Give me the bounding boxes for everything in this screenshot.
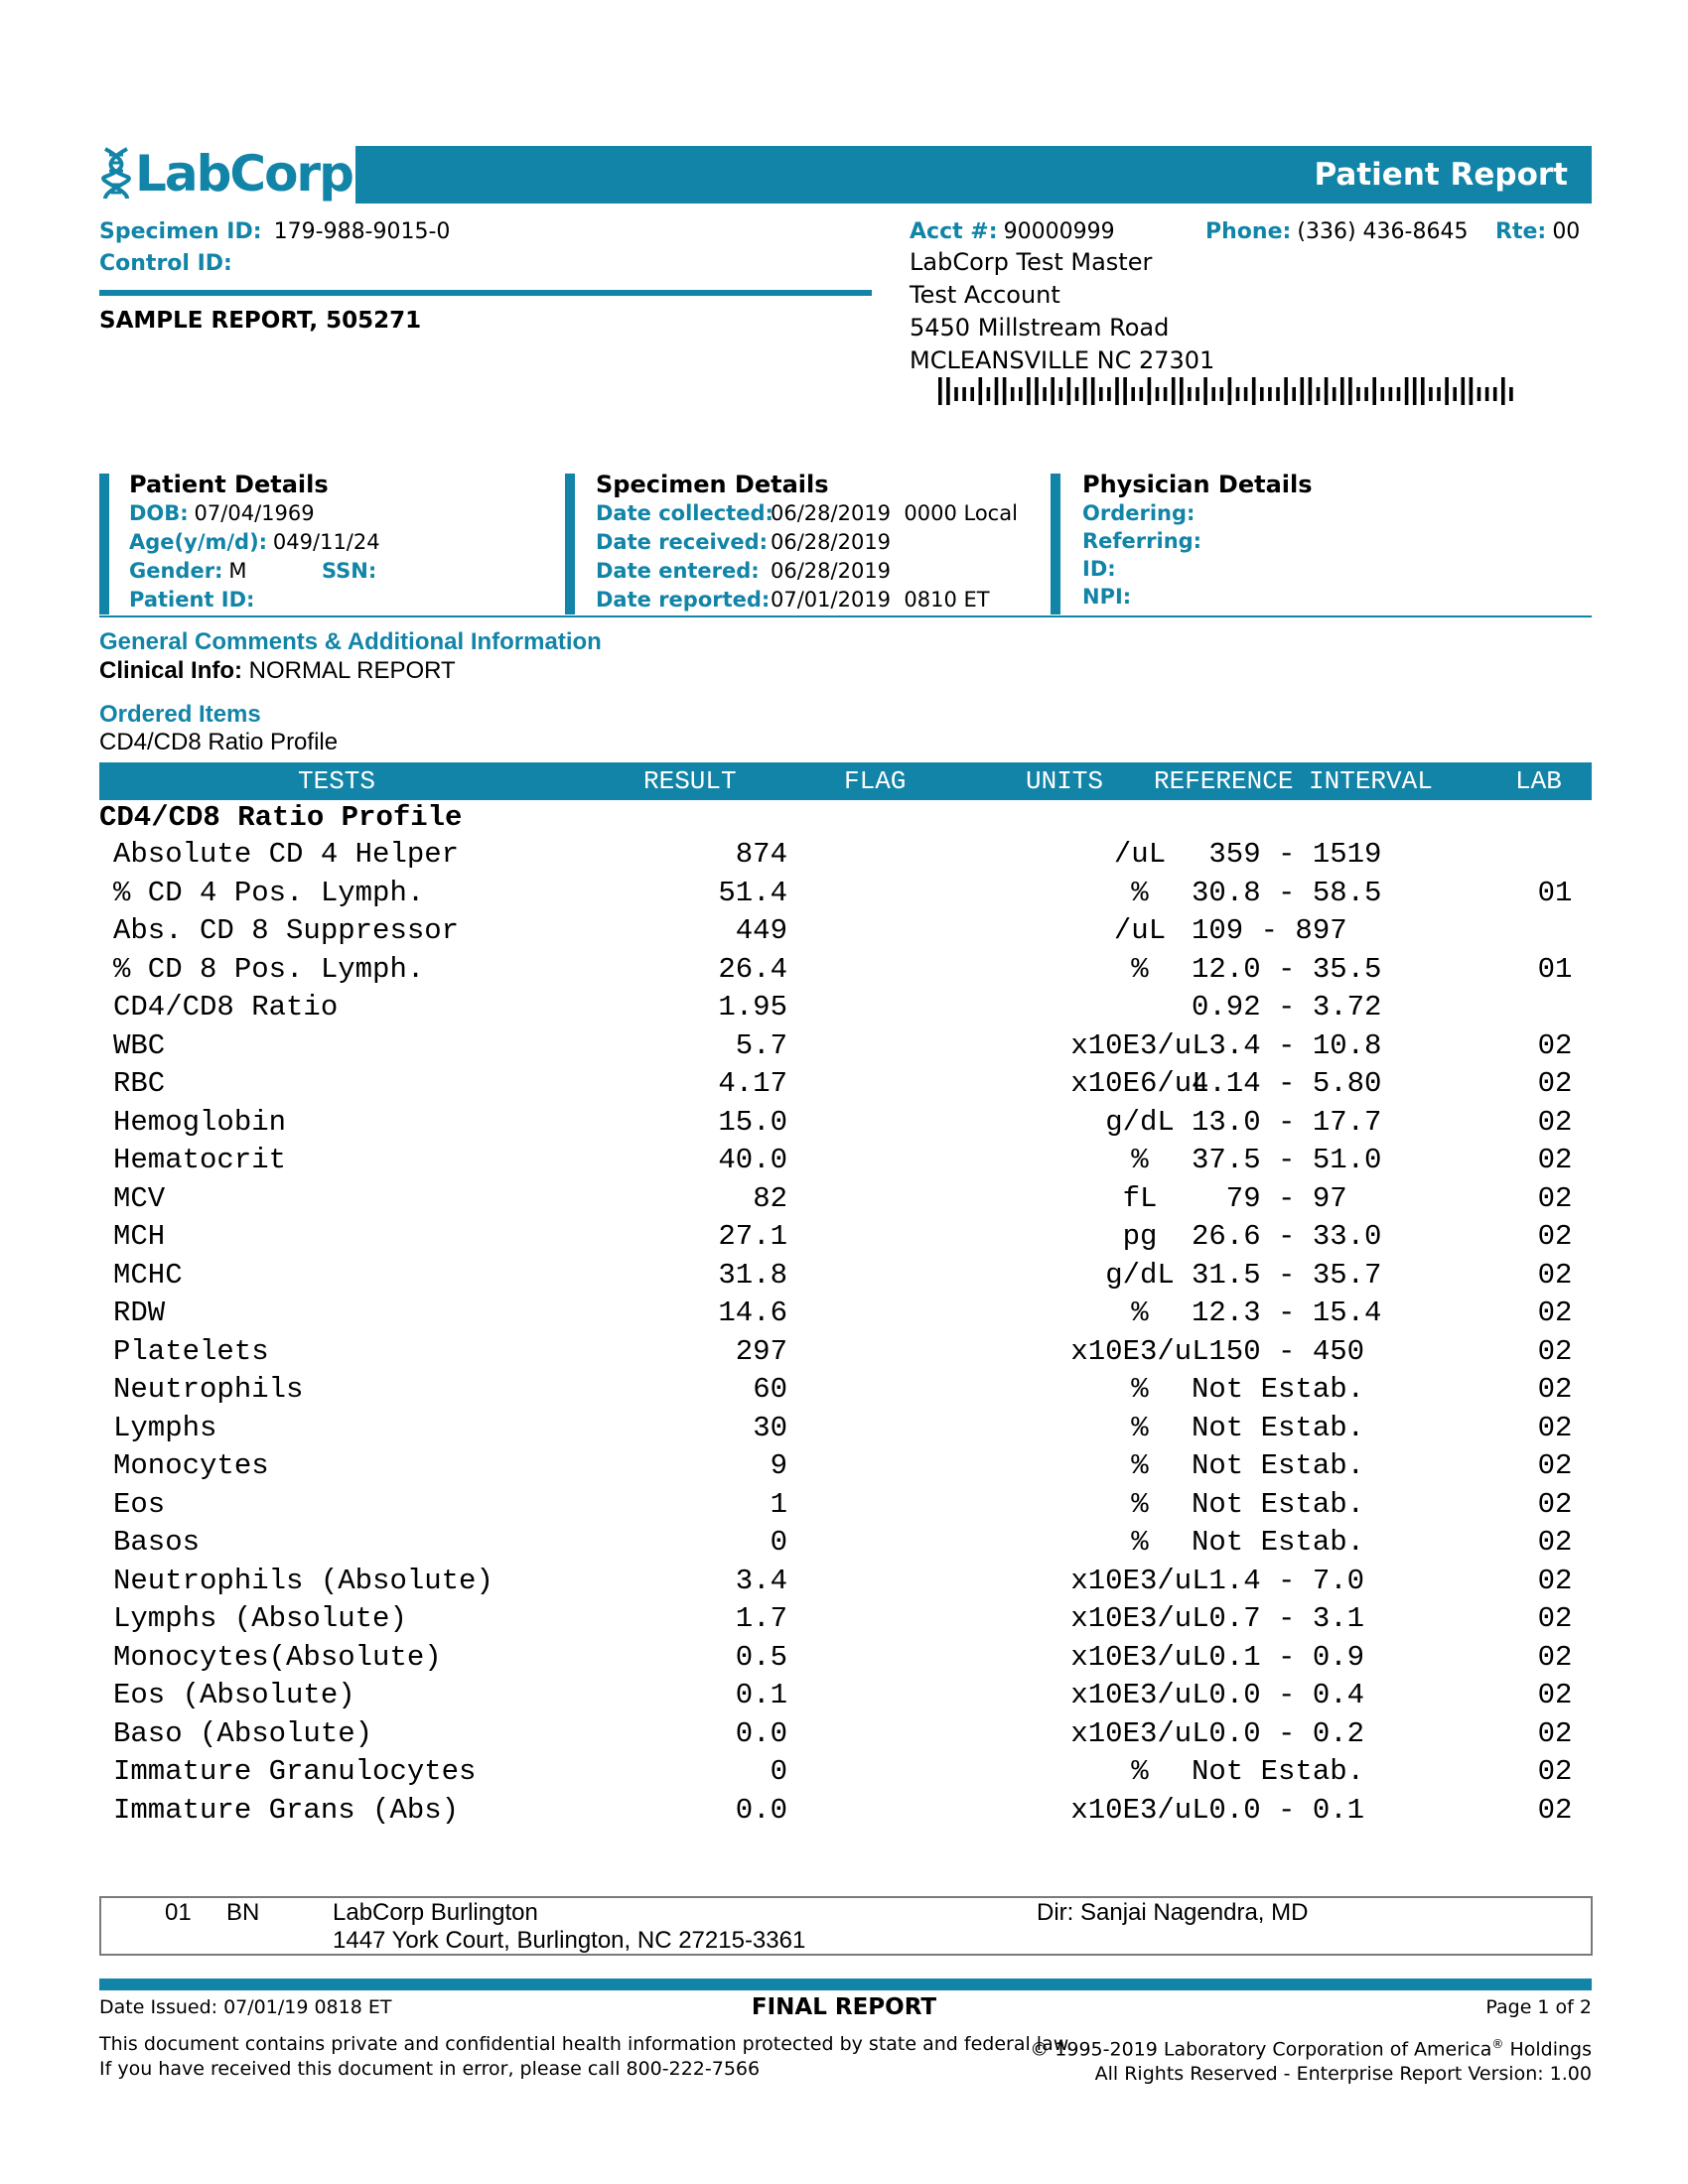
test-name: Immature Granulocytes bbox=[113, 1755, 477, 1788]
acct-value: 90000999 bbox=[1003, 219, 1115, 244]
test-result: 26.4 bbox=[718, 952, 787, 986]
test-reference: 13.0 - 17.7 bbox=[1192, 1105, 1382, 1139]
test-reference: 0.92 - 3.72 bbox=[1192, 991, 1382, 1024]
lab-director: Dir: Sanjai Nagendra, MD bbox=[1037, 1899, 1309, 1926]
address-line: LabCorp Test Master bbox=[910, 248, 1153, 276]
test-lab: 02 bbox=[1537, 1067, 1573, 1100]
test-lab: 02 bbox=[1537, 1640, 1573, 1674]
test-lab: 01 bbox=[1537, 876, 1573, 909]
physician-details-bar bbox=[1051, 474, 1060, 614]
test-units: x10E3/uL bbox=[1070, 1602, 1209, 1635]
test-result: 30 bbox=[753, 1411, 787, 1444]
details-rule bbox=[99, 615, 1592, 617]
test-name: Eos (Absolute) bbox=[113, 1679, 355, 1711]
test-result: 1 bbox=[770, 1487, 787, 1521]
test-lab: 02 bbox=[1537, 1297, 1573, 1329]
rte-value: 00 bbox=[1552, 219, 1581, 244]
lab-code: 01 bbox=[165, 1899, 192, 1926]
group-title: CD4/CD8 Ratio Profile bbox=[99, 801, 463, 834]
patient-details-title: Patient Details bbox=[129, 471, 329, 498]
test-reference: 359 - 1519 bbox=[1192, 838, 1382, 871]
table-row bbox=[99, 1715, 1592, 1754]
phone-value: (336) 436-8645 bbox=[1297, 219, 1469, 244]
test-name: Basos bbox=[113, 1526, 201, 1559]
test-lab: 02 bbox=[1537, 1411, 1573, 1444]
col-lab: LAB bbox=[1515, 766, 1562, 796]
test-reference: 31.5 - 35.7 bbox=[1192, 1258, 1382, 1292]
npi-label: NPI: bbox=[1082, 585, 1132, 609]
test-lab: 02 bbox=[1537, 1602, 1573, 1635]
footer-bar bbox=[99, 1979, 1592, 1990]
rights-line: All Rights Reserved - Enterprise Report Version: 1.00 bbox=[1094, 2063, 1592, 2086]
test-name: Neutrophils bbox=[113, 1373, 304, 1406]
lab-name: LabCorp Burlington bbox=[333, 1899, 538, 1926]
date-entered-label: Date entered: bbox=[596, 559, 760, 583]
table-row bbox=[99, 1563, 1592, 1601]
test-name: Monocytes(Absolute) bbox=[113, 1640, 442, 1674]
header-rule bbox=[99, 290, 872, 296]
col-reference: REFERENCE INTERVAL bbox=[1154, 766, 1433, 796]
address-line: Test Account bbox=[910, 281, 1060, 309]
test-result: 0 bbox=[770, 1755, 787, 1788]
table-row bbox=[99, 1447, 1592, 1486]
lab-abbr: BN bbox=[226, 1899, 260, 1926]
col-flag: FLAG bbox=[844, 766, 907, 796]
test-reference: 1.4 - 7.0 bbox=[1192, 1564, 1365, 1597]
test-lab: 02 bbox=[1537, 1105, 1573, 1139]
comments-title: General Comments & Additional Information bbox=[99, 628, 602, 655]
test-lab: 02 bbox=[1537, 1181, 1573, 1215]
test-name: MCHC bbox=[113, 1258, 183, 1292]
table-row bbox=[99, 1295, 1592, 1333]
test-name: Immature Grans (Abs) bbox=[113, 1793, 460, 1827]
test-name: Hemoglobin bbox=[113, 1105, 287, 1139]
test-reference: 0.0 - 0.2 bbox=[1192, 1716, 1365, 1750]
col-tests: TESTS bbox=[298, 766, 376, 796]
control-id-line bbox=[99, 246, 232, 280]
test-units: x10E3/uL bbox=[1070, 1334, 1209, 1368]
test-lab: 02 bbox=[1537, 1793, 1573, 1827]
patient-details bbox=[129, 470, 380, 614]
test-lab: 01 bbox=[1537, 952, 1573, 986]
dob-label: DOB: bbox=[129, 501, 189, 525]
ssn-label: SSN: bbox=[322, 559, 377, 583]
table-row bbox=[99, 836, 1592, 875]
test-result: 1.7 bbox=[735, 1602, 787, 1635]
registered-mark: ® bbox=[1491, 2037, 1504, 2051]
account-address bbox=[910, 246, 1214, 377]
test-units: x10E3/uL bbox=[1070, 1028, 1209, 1062]
test-name: RDW bbox=[113, 1297, 166, 1329]
test-units: % bbox=[1131, 876, 1149, 909]
patient-id-label: Patient ID: bbox=[129, 588, 255, 612]
test-units: % bbox=[1131, 1297, 1149, 1329]
test-name: Baso (Absolute) bbox=[113, 1716, 373, 1750]
copyright-prefix: © 1995-2019 Laboratory Corporation of America bbox=[1030, 2038, 1492, 2061]
test-units: /uL bbox=[1113, 838, 1167, 871]
test-reference: Not Estab. bbox=[1192, 1373, 1365, 1406]
test-lab: 02 bbox=[1537, 1334, 1573, 1368]
test-name: Eos bbox=[113, 1487, 166, 1521]
test-name: Platelets bbox=[113, 1334, 269, 1368]
test-lab: 02 bbox=[1537, 1144, 1573, 1176]
test-lab: 02 bbox=[1537, 1716, 1573, 1750]
table-row bbox=[99, 1218, 1592, 1257]
table-row bbox=[99, 1371, 1592, 1410]
test-reference: 26.6 - 33.0 bbox=[1192, 1220, 1382, 1253]
date-received-value: 06/28/2019 bbox=[771, 530, 892, 554]
date-entered-value: 06/28/2019 bbox=[771, 559, 892, 583]
test-units: % bbox=[1131, 1487, 1149, 1521]
test-reference: 109 - 897 bbox=[1192, 914, 1347, 947]
test-name: Lymphs bbox=[113, 1411, 217, 1444]
address-line: MCLEANSVILLE NC 27301 bbox=[910, 346, 1215, 374]
table-row bbox=[99, 1486, 1592, 1525]
test-name: Absolute CD 4 Helper bbox=[113, 838, 460, 871]
test-lab: 02 bbox=[1537, 1449, 1573, 1482]
test-result: 0.0 bbox=[735, 1716, 787, 1750]
ordered-items-title: Ordered Items bbox=[99, 701, 261, 728]
test-reference: Not Estab. bbox=[1192, 1487, 1365, 1521]
specimen-details bbox=[596, 470, 1033, 614]
test-reference: 150 - 450 bbox=[1192, 1334, 1365, 1368]
test-result: 1.95 bbox=[718, 991, 787, 1024]
physician-id-label: ID: bbox=[1082, 557, 1116, 581]
test-units: x10E3/uL bbox=[1070, 1793, 1209, 1827]
table-row bbox=[99, 1142, 1592, 1180]
table-row bbox=[99, 1753, 1592, 1792]
test-result: 60 bbox=[753, 1373, 787, 1406]
col-units: UNITS bbox=[1026, 766, 1104, 796]
specimen-details-bar bbox=[565, 474, 575, 614]
address-line: 5450 Millstream Road bbox=[910, 314, 1170, 341]
test-name: WBC bbox=[113, 1028, 166, 1062]
header-bar bbox=[355, 146, 1592, 204]
logo-wordmark: LabCorp bbox=[135, 145, 352, 203]
test-result: 5.7 bbox=[735, 1028, 787, 1062]
test-lab: 02 bbox=[1537, 1220, 1573, 1253]
test-lab: 02 bbox=[1537, 1564, 1573, 1597]
table-row bbox=[99, 1065, 1592, 1104]
phone-label: Phone: bbox=[1205, 219, 1292, 244]
table-row bbox=[99, 1333, 1592, 1372]
col-result: RESULT bbox=[643, 766, 737, 796]
performing-lab-box bbox=[99, 1896, 1593, 1956]
table-row bbox=[99, 1639, 1592, 1678]
gender-value: M bbox=[228, 559, 247, 583]
clinical-info-value: NORMAL REPORT bbox=[248, 657, 456, 684]
test-units: % bbox=[1131, 1526, 1149, 1559]
results-table-header bbox=[99, 762, 1592, 800]
test-lab: 02 bbox=[1537, 1755, 1573, 1788]
table-row bbox=[99, 912, 1592, 951]
date-reported-value: 07/01/2019 0810 ET bbox=[771, 588, 990, 612]
test-reference: 4.14 - 5.80 bbox=[1192, 1067, 1382, 1100]
ordering-label: Ordering: bbox=[1082, 501, 1196, 525]
phone-line bbox=[1205, 214, 1468, 248]
test-result: 40.0 bbox=[718, 1144, 787, 1176]
age-value: 049/11/24 bbox=[272, 530, 380, 554]
test-result: 0.0 bbox=[735, 1793, 787, 1827]
privacy-notice bbox=[99, 2032, 1073, 2082]
table-row bbox=[99, 989, 1592, 1027]
control-id-label: Control ID: bbox=[99, 251, 232, 276]
test-units: /uL bbox=[1113, 914, 1167, 947]
test-result: 9 bbox=[770, 1449, 787, 1482]
table-row bbox=[99, 875, 1592, 913]
test-result: 0.1 bbox=[735, 1679, 787, 1711]
test-units: % bbox=[1131, 1449, 1149, 1482]
test-units: % bbox=[1131, 1373, 1149, 1406]
table-row bbox=[99, 1180, 1592, 1219]
test-units: % bbox=[1131, 1755, 1149, 1788]
physician-details-title: Physician Details bbox=[1082, 471, 1313, 498]
test-reference: Not Estab. bbox=[1192, 1449, 1365, 1482]
test-units: % bbox=[1131, 1144, 1149, 1176]
test-reference: 30.8 - 58.5 bbox=[1192, 876, 1382, 909]
date-collected-value: 06/28/2019 0000 Local bbox=[771, 501, 1018, 525]
table-row bbox=[99, 1027, 1592, 1066]
copyright-notice bbox=[1030, 2032, 1592, 2087]
table-row bbox=[99, 1410, 1592, 1448]
table-row bbox=[99, 1792, 1592, 1831]
test-reference: 3.4 - 10.8 bbox=[1192, 1028, 1382, 1062]
test-reference: Not Estab. bbox=[1192, 1411, 1365, 1444]
test-result: 27.1 bbox=[718, 1220, 787, 1253]
test-units: g/dL bbox=[1105, 1258, 1175, 1292]
ordered-items-value: CD4/CD8 Ratio Profile bbox=[99, 729, 339, 755]
acct-label: Acct #: bbox=[910, 219, 998, 244]
test-reference: 79 - 97 bbox=[1192, 1181, 1347, 1215]
test-result: 14.6 bbox=[718, 1297, 787, 1329]
test-reference: 0.1 - 0.9 bbox=[1192, 1640, 1365, 1674]
test-reference: 0.0 - 0.4 bbox=[1192, 1679, 1365, 1711]
test-name: % CD 4 Pos. Lymph. bbox=[113, 876, 425, 909]
labcorp-logo bbox=[99, 141, 352, 206]
specimen-id-value: 179-988-9015-0 bbox=[273, 219, 451, 244]
table-row bbox=[99, 1257, 1592, 1296]
test-result: 31.8 bbox=[718, 1258, 787, 1292]
test-name: Abs. CD 8 Suppressor bbox=[113, 914, 460, 947]
patient-details-bar bbox=[99, 474, 109, 614]
test-result: 82 bbox=[753, 1181, 787, 1215]
test-lab: 02 bbox=[1537, 1487, 1573, 1521]
test-result: 0 bbox=[770, 1526, 787, 1559]
patient-name: SAMPLE REPORT, 505271 bbox=[99, 308, 422, 334]
privacy-line: If you have received this document in error, please call 800-222-7566 bbox=[99, 2058, 761, 2080]
test-name: Monocytes bbox=[113, 1449, 269, 1482]
test-name: MCH bbox=[113, 1220, 166, 1253]
test-lab: 02 bbox=[1537, 1526, 1573, 1559]
referring-label: Referring: bbox=[1082, 529, 1202, 553]
test-reference: 0.0 - 0.1 bbox=[1192, 1793, 1365, 1827]
date-issued: Date Issued: 07/01/19 0818 ET bbox=[99, 1996, 392, 2018]
test-result: 3.4 bbox=[735, 1564, 787, 1597]
test-units: % bbox=[1131, 952, 1149, 986]
date-reported-label: Date reported: bbox=[596, 588, 771, 612]
test-result: 297 bbox=[735, 1334, 787, 1368]
physician-details bbox=[1082, 470, 1313, 611]
test-reference: 12.3 - 15.4 bbox=[1192, 1297, 1382, 1329]
final-report-label: FINAL REPORT bbox=[751, 1994, 937, 2020]
test-reference: 12.0 - 35.5 bbox=[1192, 952, 1382, 986]
test-name: Hematocrit bbox=[113, 1144, 287, 1176]
test-lab: 02 bbox=[1537, 1373, 1573, 1406]
test-reference: 0.7 - 3.1 bbox=[1192, 1602, 1365, 1635]
test-reference: 37.5 - 51.0 bbox=[1192, 1144, 1382, 1176]
test-result: 449 bbox=[735, 914, 787, 947]
test-result: 874 bbox=[735, 838, 787, 871]
postal-barcode bbox=[938, 375, 1524, 407]
rte-label: Rte: bbox=[1495, 219, 1547, 244]
age-label: Age(y/m/d): bbox=[129, 530, 268, 554]
date-received-label: Date received: bbox=[596, 530, 769, 554]
test-result: 15.0 bbox=[718, 1105, 787, 1139]
test-units: fL bbox=[1122, 1181, 1158, 1215]
test-lab: 02 bbox=[1537, 1028, 1573, 1062]
test-units: x10E6/uL bbox=[1070, 1067, 1209, 1100]
dob-value: 07/04/1969 bbox=[194, 501, 315, 525]
table-row bbox=[99, 951, 1592, 990]
test-result: 0.5 bbox=[735, 1640, 787, 1674]
table-row bbox=[99, 1104, 1592, 1143]
clinical-info bbox=[99, 656, 456, 686]
test-lab: 02 bbox=[1537, 1258, 1573, 1292]
table-row bbox=[99, 1677, 1592, 1715]
test-units: % bbox=[1131, 1411, 1149, 1444]
table-row bbox=[99, 1600, 1592, 1639]
acct-line bbox=[910, 214, 1115, 248]
report-title: Patient Report bbox=[1314, 157, 1568, 193]
copyright-suffix: Holdings bbox=[1503, 2038, 1592, 2061]
specimen-details-title: Specimen Details bbox=[596, 471, 829, 498]
table-row bbox=[99, 1524, 1592, 1563]
clinical-info-label: Clinical Info: bbox=[99, 657, 242, 684]
page-number: Page 1 of 2 bbox=[1485, 1996, 1592, 2018]
test-name: CD4/CD8 Ratio bbox=[113, 991, 339, 1024]
privacy-line: This document contains private and confidential health information protected by state and federal law. bbox=[99, 2033, 1073, 2055]
test-units: pg bbox=[1122, 1220, 1158, 1253]
lab-address: 1447 York Court, Burlington, NC 27215-3361 bbox=[333, 1927, 806, 1954]
test-units: x10E3/uL bbox=[1070, 1640, 1209, 1674]
date-collected-label: Date collected: bbox=[596, 501, 774, 525]
test-name: % CD 8 Pos. Lymph. bbox=[113, 952, 425, 986]
test-units: g/dL bbox=[1105, 1105, 1175, 1139]
rte-line bbox=[1495, 214, 1580, 248]
dna-helix-icon bbox=[101, 147, 131, 201]
gender-label: Gender: bbox=[129, 559, 223, 583]
test-units: x10E3/uL bbox=[1070, 1679, 1209, 1711]
test-result: 4.17 bbox=[718, 1067, 787, 1100]
test-units: x10E3/uL bbox=[1070, 1716, 1209, 1750]
test-name: Neutrophils (Absolute) bbox=[113, 1564, 493, 1597]
test-reference: Not Estab. bbox=[1192, 1755, 1365, 1788]
test-units: x10E3/uL bbox=[1070, 1564, 1209, 1597]
test-name: MCV bbox=[113, 1181, 166, 1215]
specimen-id-line bbox=[99, 214, 450, 248]
test-result: 51.4 bbox=[718, 876, 787, 909]
specimen-id-label: Specimen ID: bbox=[99, 219, 262, 244]
test-name: RBC bbox=[113, 1067, 166, 1100]
test-reference: Not Estab. bbox=[1192, 1526, 1365, 1559]
test-name: Lymphs (Absolute) bbox=[113, 1602, 407, 1635]
results-table bbox=[99, 800, 1592, 1830]
test-lab: 02 bbox=[1537, 1679, 1573, 1711]
